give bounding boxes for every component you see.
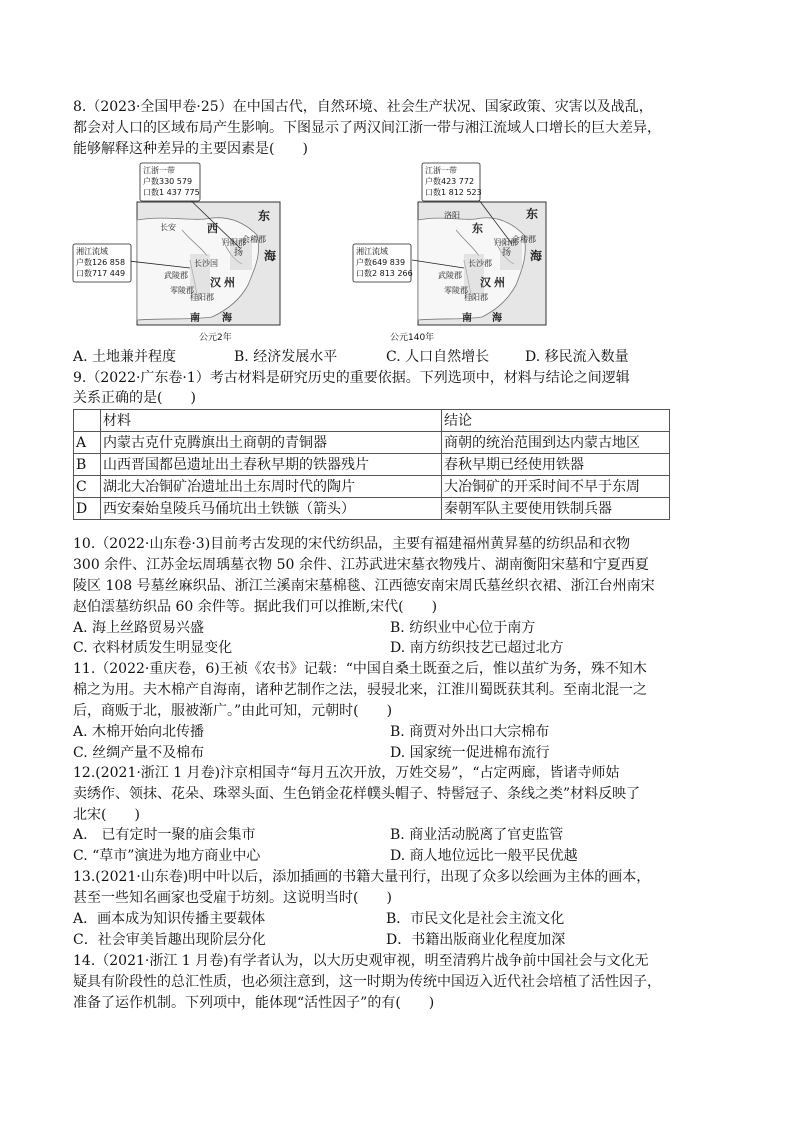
map1-label-2: 东 [258,209,271,223]
map2-label-4: 扬 [502,248,512,258]
map2-label-8: 汉 [480,276,491,289]
q11-option-b[interactable]: B. 商贾对外出口大宗棉布 [390,724,550,740]
map1-label-8: 汉 [210,276,221,289]
table-cell: B [74,454,101,476]
map1-label-1: 西 [207,222,218,235]
q13-option-c[interactable]: C．社会审美旨趣出现阶层分化 [73,932,266,948]
q9-stem-line1: 9.（2022·广东卷·1）考古材料是研究历史的重要依据。下列选项中，材料与结论之间逻辑 [73,370,630,386]
map1-label-13: 南 [190,313,200,324]
q10-stem-line1: 10.（2022·山东卷·3)目前考古发现的宋代纺织品，主要有福建福州黄昇墓的纺织品和衣物 [73,536,631,552]
map1-jz-kou: 口数1 437 775 [143,188,200,197]
map2-label-1: 东 [472,222,483,235]
map-ad140 [352,160,552,345]
table-cell: C [74,476,101,498]
q9-table [73,409,670,520]
map1-xj-hu: 户数126 858 [76,258,126,267]
map1-label-11: 零陵郡 [170,286,194,295]
table-cell: 春秋早期已经使用铁器 [442,454,670,476]
map1-label-10: 武陵郡 [164,271,188,280]
q13-option-a[interactable]: A．画本成为知识传播主要载体 [73,911,266,927]
map1-label-5: 丹阳郡 [222,238,246,247]
map2-jz-hu: 户数423 772 [425,177,475,186]
q12-stem-line2: 卖绣作、领抹、花朵、珠翠头面、生色销金花样幞头帽子、特髻冠子、条线之类”材料反映了 [73,786,641,802]
q10-option-c[interactable]: C. 衣料材质发生明显变化 [73,640,233,656]
table-cell: 湖北大冶铜矿冶遗址出土东周时代的陶片 [101,476,442,498]
q10-option-b[interactable]: B. 纺织业中心位于南方 [390,620,536,636]
q8-stem-line1: 8.（2023·全国甲卷·25）在中国古代，自然环境、社会生产状况、国家政策、灾害以及战乱， [73,99,653,115]
q8-stem-line2: 都会对人口的区域布局产生影响。下图显示了两汉间江浙一带与湘江流域人口增长的巨大差异， [73,120,661,136]
map1-label-6: 会稽郡 [242,235,266,244]
map2-label-5: 丹阳郡 [494,238,518,247]
map2-label-2: 东 [526,207,539,221]
q8-stem-line3: 能够解释这种差异的主要因素是( ) [73,141,308,157]
map2-xj-title: 湘江流域 [356,247,388,256]
table-cell: 内蒙古克什克腾旗出土商朝的青铜器 [101,432,442,454]
map1-caption: 公元2年 [199,333,232,343]
map1-label-0: 长安 [160,223,176,232]
q12-stem-line3: 北宋( ) [73,807,140,823]
table-cell: 秦朝军队主要使用铁制兵器 [442,498,670,520]
map2-jz-kou: 口数1 812 523 [425,188,482,197]
table-cell: 商朝的统治范围到达内蒙古地区 [442,432,670,454]
q8-option-c[interactable]: C. 人口自然增长 [386,349,490,365]
map1-label-12: 桂阳郡 [190,293,214,302]
q8-map-figure [72,160,612,345]
q8-option-d[interactable]: D. 移民流入数量 [525,349,629,365]
q12-option-c[interactable]: C. “草市”演进为地方商业中心 [73,848,261,864]
table-row[interactable] [74,432,670,454]
table-row[interactable] [74,498,670,520]
map2-label-14: 海 [492,313,502,324]
map1-label-9: 州 [224,276,235,289]
q9-stem-line2: 关系正确的是( ) [73,390,196,406]
map1-jz-title: 江浙一带 [143,166,175,175]
q12-option-a[interactable]: A. 已有定时一聚的庙会集市 [73,827,256,843]
q14-stem-line2: 疑具有阶段性的总汇性质，也必须注意到，这一时期为传统中国迈入近代社会培植了活性因子， [73,974,661,990]
q10-stem-line4: 赵伯澐墓纺织品 60 余件等。据此我们可以推断,宋代( ) [73,599,438,615]
map2-label-6: 会稽郡 [512,235,536,244]
map2-label-10: 武陵郡 [438,271,462,280]
q11-option-c[interactable]: C. 丝绸产量不及棉布 [73,745,205,761]
map2-jz-title: 江浙一带 [425,166,457,175]
map2-label-0: 洛阳 [444,211,460,220]
q10-option-d[interactable]: D. 南方纺织技艺已超过北方 [390,640,564,656]
table-cell: A [74,432,101,454]
map1-label-14: 海 [222,313,232,324]
q12-option-d[interactable]: D. 商人地位远比一般平民优越 [390,848,578,864]
map2-label-11: 零陵郡 [444,286,468,295]
table-row[interactable] [74,454,670,476]
table-cell: D [74,498,101,520]
q13-option-b[interactable]: B．市民文化是社会主流文化 [386,911,565,927]
q11-stem-line3: 后，商贩于北，服被渐广。”由此可知，元朝时( ) [73,703,393,719]
q12-option-b[interactable]: B. 商业活动脱离了官吏监管 [390,827,564,843]
map2-xj-kou: 口数2 813 266 [356,269,413,278]
q10-stem-line3: 陵区 108 号墓丝麻织品、浙江兰溪南宋墓棉毯、江西德安南宋周氏墓丝织衣裙、浙江台州南宋 [73,578,655,594]
table-row[interactable] [74,476,670,498]
map2-label-9: 州 [494,276,505,289]
map1-jz-hu: 户数330 579 [143,177,193,186]
q10-stem-line2: 300 余件、江苏金坛周瑀墓衣物 50 余件、江苏武进宋墓衣物残片、湖南衡阳宋墓和宁夏西夏 [73,557,649,573]
map1-label-7: 长沙国 [194,259,218,268]
q14-stem-line3: 准备了运作机制。下列项中，能体现“活性因子”的有( ) [73,995,435,1011]
table-header-cell [74,410,101,432]
map1-label-4: 扬 [234,248,244,258]
q8-option-b[interactable]: B. 经济发展水平 [234,349,338,365]
map-ad2 [72,160,282,345]
map2-label-13: 南 [462,313,472,324]
map2-label-3: 海 [530,249,543,263]
table-header-row [74,410,670,432]
table-cell: 山西晋国都邑遗址出土春秋早期的铁器残片 [101,454,442,476]
q12-stem-line1: 12.(2021·浙江 1 月卷)汴京相国寺“每月五次开放，万姓交易”，“占定两廊，皆诸寺师姑 [73,765,620,781]
q8-option-a[interactable]: A. 土地兼并程度 [73,349,177,365]
map2-caption: 公元140年 [390,333,435,343]
table-cell: 西安秦始皇陵兵马俑坑出土铁镞（箭头） [101,498,442,520]
q11-stem-line2: 棉之为用。夫木棉产自海南，诸种艺制作之法，骎骎北来，江淮川蜀既获其利。至南北混一之 [73,682,647,698]
q13-stem-line2: 甚至一些知名画家也受雇于坊刻。这说明当时( ) [73,890,392,906]
map2-label-12: 桂阳郡 [464,293,488,302]
q11-option-a[interactable]: A. 木棉开始向北传播 [73,724,205,740]
q14-stem-line1: 14.（2021·浙江 1 月卷)有学者认为，以大历史观审视，明至清鸦片战争前中国社会与文化无 [73,953,649,969]
q11-option-d[interactable]: D. 国家统一促进棉布流行 [390,745,550,761]
map1-xj-kou: 口数717 449 [76,269,126,278]
table-header-cell: 结论 [442,410,670,432]
map1-xj-title: 湘江流域 [76,247,108,256]
table-cell: 大冶铜矿的开采时间不早于东周 [442,476,670,498]
q10-option-a[interactable]: A. 海上丝路贸易兴盛 [73,620,205,636]
map2-xj-hu: 户数649 839 [356,258,406,267]
q13-stem-line1: 13.(2021·山东卷)明中叶以后，添加插画的书籍大量刊行，出现了众多以绘画为主体的画本， [73,869,651,885]
map1-label-3: 海 [264,249,277,263]
map2-label-7: 长沙郡 [468,259,492,268]
q11-stem-line1: 11.（2022·重庆卷，6)王祯《农书》记载：“中国自桑土既蚕之后，惟以茧纩为务，殊不知木 [73,661,647,677]
q13-option-d[interactable]: D．书籍出版商业化程度加深 [386,932,566,948]
table-header-cell: 材料 [101,410,442,432]
